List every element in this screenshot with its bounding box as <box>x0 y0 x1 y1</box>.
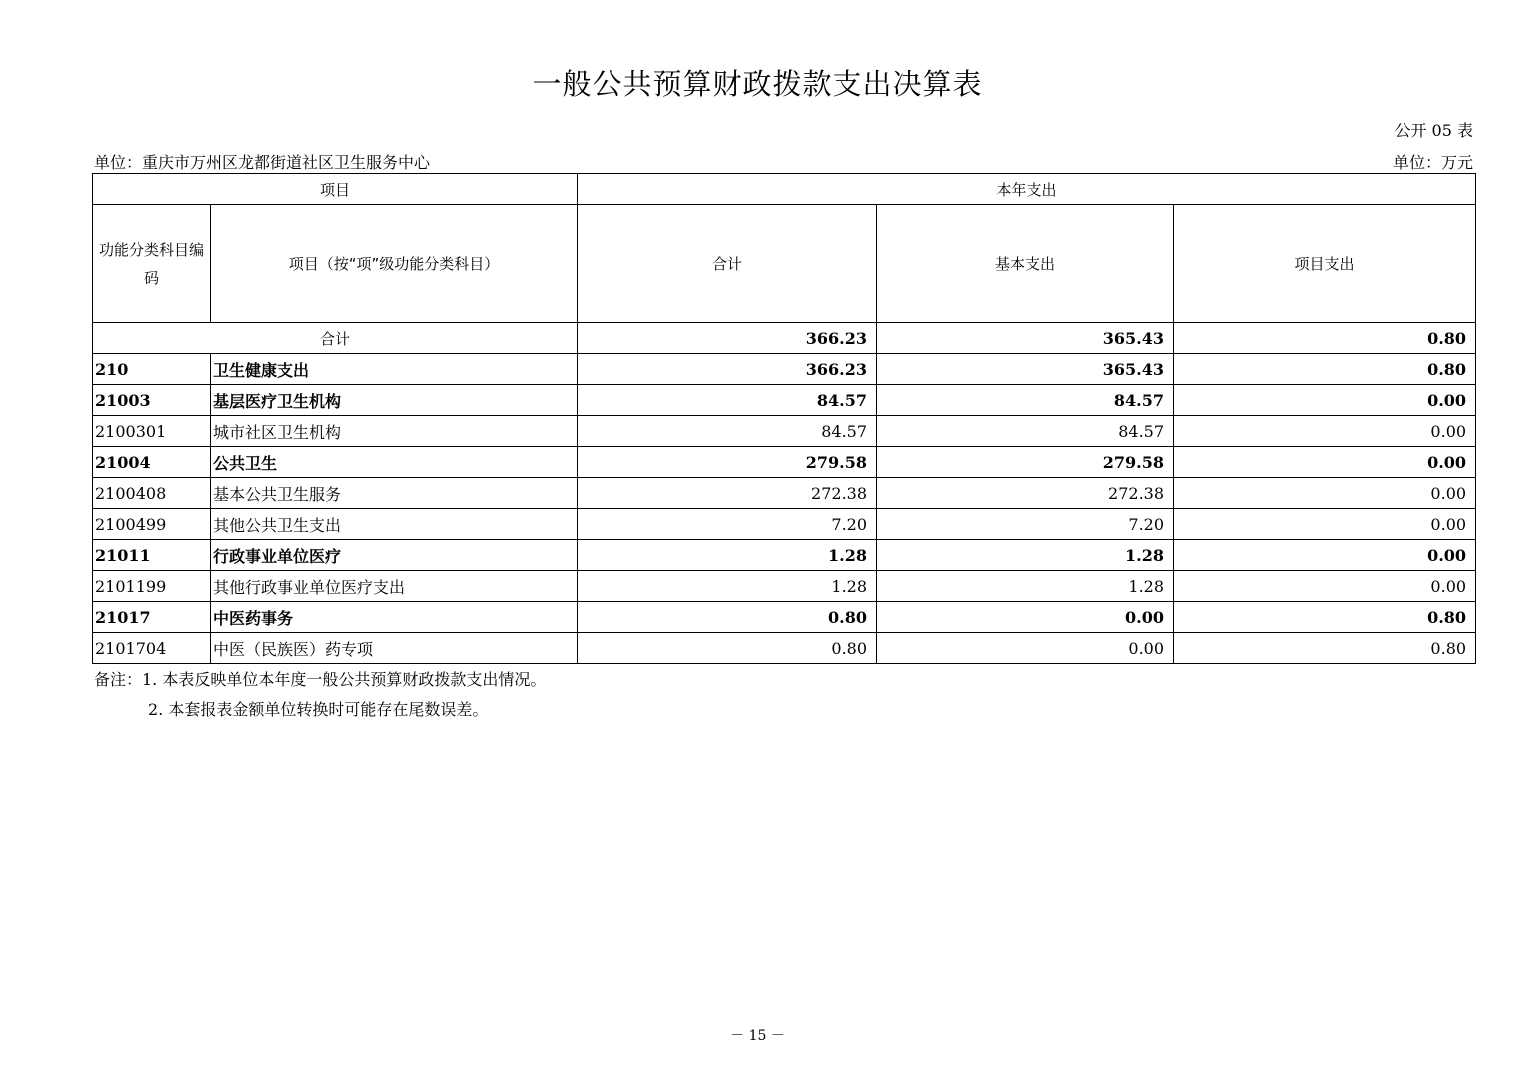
row-name: 中医（民族医）药专项 <box>211 633 578 664</box>
row-project: 0.00 <box>1174 540 1476 571</box>
row-total: 0.80 <box>578 633 877 664</box>
table-row <box>93 509 1476 540</box>
note-line-1: 备注：1. 本表反映单位本年度一般公共预算财政拨款支出情况。 <box>94 670 547 689</box>
form-number: 公开 05 表 <box>1394 121 1473 140</box>
row-basic: 1.28 <box>877 540 1174 571</box>
row-total: 0.80 <box>578 602 877 633</box>
total-label: 合计 <box>93 323 578 354</box>
row-total: 272.38 <box>578 478 877 509</box>
row-basic: 84.57 <box>877 416 1174 447</box>
expenditure-table <box>92 173 1476 664</box>
row-name: 基层医疗卫生机构 <box>211 385 578 416</box>
row-total: 366.23 <box>578 354 877 385</box>
page-number: － 15 － <box>730 1028 785 1044</box>
header-this-year: 本年支出 <box>578 174 1476 205</box>
header-row-1 <box>93 174 1476 205</box>
row-code: 2100301 <box>93 416 211 447</box>
row-project: 0.80 <box>1174 602 1476 633</box>
row-code: 21003 <box>93 385 211 416</box>
table-row <box>93 633 1476 664</box>
header-total: 合计 <box>578 205 877 323</box>
row-total: 1.28 <box>578 571 877 602</box>
total-basic: 365.43 <box>877 323 1174 354</box>
row-name: 基本公共卫生服务 <box>211 478 578 509</box>
row-code: 21017 <box>93 602 211 633</box>
row-basic: 84.57 <box>877 385 1174 416</box>
table-row <box>93 540 1476 571</box>
row-project: 0.80 <box>1174 633 1476 664</box>
row-code: 2100408 <box>93 478 211 509</box>
table-row <box>93 478 1476 509</box>
page-title: 一般公共预算财政拨款支出决算表 <box>532 67 983 101</box>
row-basic: 0.00 <box>877 633 1174 664</box>
header-basic: 基本支出 <box>877 205 1174 323</box>
row-project: 0.00 <box>1174 571 1476 602</box>
table-row <box>93 602 1476 633</box>
row-project: 0.00 <box>1174 478 1476 509</box>
row-name: 公共卫生 <box>211 447 578 478</box>
note-line-2: 2. 本套报表金额单位转换时可能存在尾数误差。 <box>148 700 489 719</box>
row-code: 21011 <box>93 540 211 571</box>
header-item: 项目（按“项”级功能分类科目） <box>211 205 578 323</box>
row-name: 其他公共卫生支出 <box>211 509 578 540</box>
row-project: 0.00 <box>1174 416 1476 447</box>
row-name: 行政事业单位医疗 <box>211 540 578 571</box>
row-code: 2100499 <box>93 509 211 540</box>
row-basic: 0.00 <box>877 602 1174 633</box>
row-project: 0.80 <box>1174 354 1476 385</box>
row-total: 7.20 <box>578 509 877 540</box>
row-total: 84.57 <box>578 385 877 416</box>
row-code: 2101704 <box>93 633 211 664</box>
row-name: 中医药事务 <box>211 602 578 633</box>
row-name: 卫生健康支出 <box>211 354 578 385</box>
row-total: 279.58 <box>578 447 877 478</box>
table-row <box>93 571 1476 602</box>
row-project: 0.00 <box>1174 509 1476 540</box>
header-project-expense: 项目支出 <box>1174 205 1476 323</box>
row-project: 0.00 <box>1174 447 1476 478</box>
table-row <box>93 447 1476 478</box>
row-name: 其他行政事业单位医疗支出 <box>211 571 578 602</box>
unit-currency: 单位：万元 <box>1392 153 1473 172</box>
total-amount: 366.23 <box>578 323 877 354</box>
header-project: 项目 <box>93 174 578 205</box>
header-code: 功能分类科目编码 <box>93 205 211 323</box>
row-basic: 365.43 <box>877 354 1174 385</box>
row-basic: 1.28 <box>877 571 1174 602</box>
row-name: 城市社区卫生机构 <box>211 416 578 447</box>
row-project: 0.00 <box>1174 385 1476 416</box>
unit-organization: 单位：重庆市万州区龙都街道社区卫生服务中心 <box>94 153 431 172</box>
row-code: 2101199 <box>93 571 211 602</box>
row-code: 21004 <box>93 447 211 478</box>
header-row-2 <box>93 205 1476 323</box>
row-basic: 7.20 <box>877 509 1174 540</box>
total-row <box>93 323 1476 354</box>
row-total: 1.28 <box>578 540 877 571</box>
row-basic: 279.58 <box>877 447 1174 478</box>
row-basic: 272.38 <box>877 478 1174 509</box>
table-row <box>93 354 1476 385</box>
row-code: 210 <box>93 354 211 385</box>
row-total: 84.57 <box>578 416 877 447</box>
table-row <box>93 385 1476 416</box>
total-project: 0.80 <box>1174 323 1476 354</box>
table-row <box>93 416 1476 447</box>
